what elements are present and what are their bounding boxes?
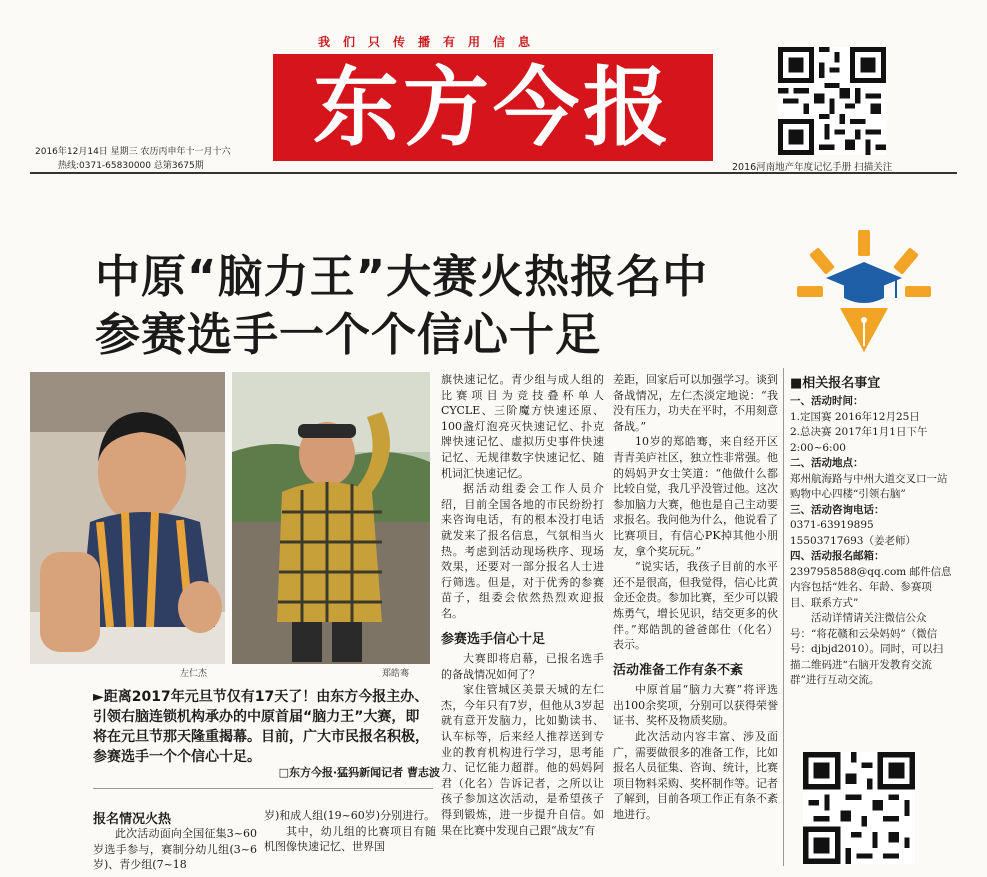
registration-info-box: [790, 372, 952, 689]
section1-paragraph-1-cont: 岁)和成人组(19~60岁)分别进行。: [264, 809, 436, 822]
info-place: 郑州航海路与中州大道交叉口一站购物中心四楼“引领右脑”: [790, 472, 948, 500]
article-column-3: [441, 372, 604, 838]
headline-line-2: 参赛选手一个个信心十足: [95, 308, 602, 361]
column3-paragraph-1-cont: 旗快速记忆。青少组与成人组的比赛项目为竞技叠杯单人CYCLE、三阶魔方快速还原、100盏灯泡亮灭快速记忆、扑克牌快速记忆、虚拟历史事件快速记忆、无规律数字快速记忆、随机词汇快速记忆。: [441, 373, 604, 480]
header-rule: [30, 172, 957, 174]
contact-line: 热线:0371-65830000 总第3675期: [58, 161, 204, 171]
info-phone-1: 0371-63919895: [790, 519, 874, 531]
info-time-1: 1.定国赛 2016年12月25日: [790, 410, 920, 423]
section1-paragraph-1: 此次活动面向全国征集3~60岁选手参与，赛制分幼儿组(3~6岁)、青少组(7~18: [93, 827, 257, 872]
column-divider: [783, 368, 784, 866]
qr-code-icon: [778, 47, 886, 155]
masthead: [273, 54, 713, 161]
column4-paragraph-3: “说实话，我孩子目前的水平还不是很高，但我觉得，信心比黄金还金贵。参加比赛，至少可以锻炼勇气，增长见识，结交更多的伙伴。”郑皓凯的爸爸郎仕（化名）表示。: [613, 560, 778, 652]
info-title: ■相关报名事宜: [790, 376, 881, 391]
info-time-title: 一、活动时间：: [790, 395, 864, 407]
photo-right: [232, 372, 430, 664]
lead-rule: [93, 788, 433, 789]
slogan: 我们只传播有用信息: [318, 35, 544, 49]
info-place-title: 二、活动地点：: [790, 457, 864, 469]
column4-paragraph-5: 此次活动内容丰富、涉及面广，需要做很多的准备工作，比如报名人员征集、咨询、统计，比赛项目物料采购、奖杯制作等。记者了解到，目前各项工作正有条不紊地进行。: [613, 730, 778, 822]
photo-left: [30, 372, 225, 664]
column4-paragraph-2: 10岁的郑皓骞，来自经开区青青美庐社区，独立性非常强。他的妈妈尹女士笑道：“他做什么都比较自觉，我几乎没管过他。这次参加脑力大赛，他也是自己主动要求报名。我问他为什么，他说看了比赛项目，有信心PK掉其他小朋友，拿个奖玩玩。”: [613, 435, 778, 558]
section-heading-confidence: 参赛选手信心十足: [441, 631, 546, 647]
photo-right-caption: 郑皓骞: [382, 669, 410, 679]
masthead-title: 东方今报: [313, 57, 673, 158]
graduation-cap-icon: [826, 262, 902, 303]
section1-column-b: [264, 808, 436, 855]
section1-paragraph-2: 其中，幼儿组的比赛项目有随机图像快速记忆、世界国: [264, 824, 436, 854]
column4-paragraph-4: 中原首届“脑力大赛”将评选出100余奖项，分别可以获得荣誉证书、奖杯及物质奖励。: [613, 683, 778, 728]
info-email-title: 四、活动报名邮箱：: [790, 550, 885, 562]
section-heading-registration: 报名情况火热: [93, 812, 172, 827]
photo-left-caption: 左仁杰: [180, 669, 208, 679]
qr-caption: 2016河南地产年度记忆手册 扫描关注: [732, 162, 893, 173]
qr-code-icon: [803, 752, 915, 864]
byline: □东方今报·猛犸新闻记者 曹志波: [278, 766, 440, 779]
section1-column-a: [93, 826, 257, 873]
info-phone-2: 15503717693（姜老师）: [790, 534, 916, 547]
article-column-4: [613, 372, 778, 823]
info-wechat: 活动详情请关注微信公众号：“将花赣和云朵妈妈”（微信号：djbjd2010）。同时，可以扫描二维码进“右脑开发教育交流群”进行互动交流。: [790, 612, 944, 686]
info-phone-title: 三、活动咨询电话：: [790, 503, 885, 516]
column4-paragraph-1-cont: 差距，回家后可以加强学习。谈到备战情况，左仁杰淡定地说：“我没有压力，功夫在平时，不用刻意备战。”: [613, 373, 778, 433]
pen-nib-logo-icon: [794, 226, 934, 356]
column3-paragraph-4: 家住管城区美景天城的左仁杰，今年只有7岁，但他从3岁起就有意开发脑力，比如勤读书、认车标等，后来经人推荐送到专业的教育机构进行学习，思考能力、记忆能力超群。他的妈妈阿君（化名）告诉记者，之所以让孩子参加这次活动，是希望孩子得到锻炼，进一步提升自信。如果在比赛中发现自己跟“战友”有: [441, 683, 604, 837]
column3-paragraph-3: 大赛即将启幕，已报名选手的备战情况如何了？: [441, 652, 604, 681]
lead-paragraph: ►距离2017年元旦节仅有17天了！由东方今报主办、引领右脑连锁机构承办的中原首届“脑力王”大赛，即将在元旦节那天隆重揭幕。目前，广大市民报名积极，参赛选手一个个信心十足。: [93, 689, 429, 765]
headline-line-1: 中原“脑力王”大赛火热报名中: [95, 250, 709, 303]
date-line: 2016年12月14日 星期三 农历丙申年十一月十六: [35, 147, 231, 157]
column3-paragraph-2: 据活动组委会工作人员介绍，目前全国各地的市民纷纷打来咨询电话，有的根本没打电话就发来了报名信息，气氛相当火热。考虑到活动现场秩序、现场效果，还要对一部分报名人士进行筛选。但是，对于优秀的参赛苗子，组委会依然热烈欢迎报名。: [441, 482, 604, 620]
section-heading-preparation: 活动准备工作有条不紊: [613, 662, 744, 678]
info-time-2: 2.总决赛 2017年1月1日下午2:00~6:00: [790, 426, 928, 454]
info-email: 2397958588@qq.com 邮件信息内容包括“姓名、年龄、参赛项目、联系方式”: [790, 565, 952, 609]
